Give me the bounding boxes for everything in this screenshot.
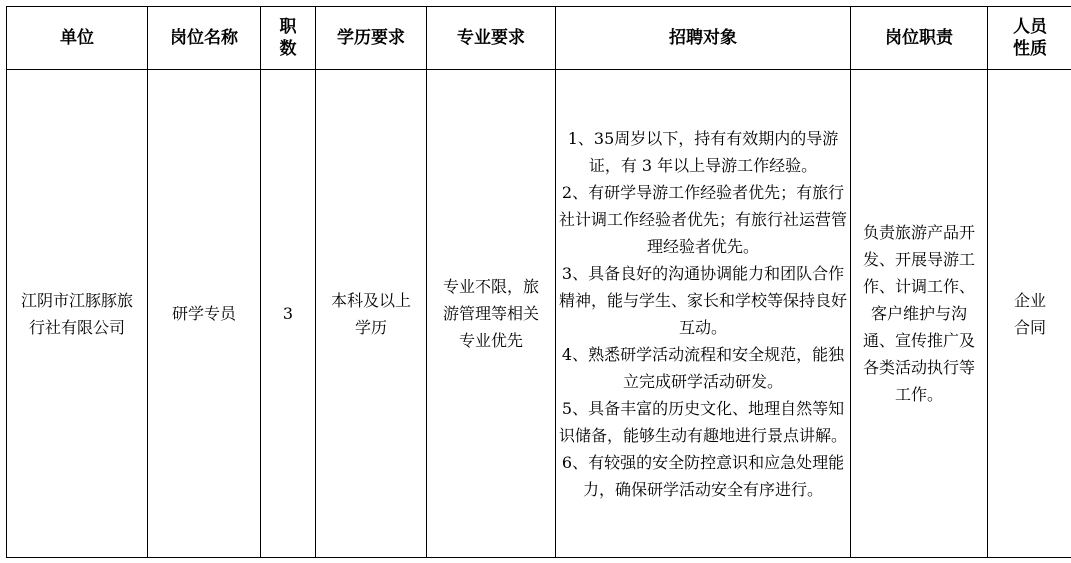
header-count-label: 职数	[279, 17, 297, 59]
header-education-label: 学历要求	[337, 28, 405, 48]
count-text: 3	[282, 304, 294, 323]
education-text: 本科及以上学历	[330, 290, 411, 337]
target-item-3: 3、具备良好的沟通协调能力和团队合作精神，能与学生、家长和学校等保持良好互动。	[558, 263, 847, 337]
target-item-6: 6、有较强的安全防控意识和应急处理能力，确保研学活动安全有序进行。	[561, 452, 845, 499]
target-item-2: 2、有研学导游工作经验者优先；有旅行社计调工作经验者优先；有旅行社运营管理经验者优先。	[558, 182, 847, 256]
cell-education	[316, 70, 427, 558]
header-nature	[988, 7, 1071, 70]
cell-major	[427, 70, 556, 558]
header-duty-label: 岗位职责	[885, 28, 953, 48]
header-row	[7, 7, 1071, 70]
header-education	[316, 7, 427, 70]
table-body	[7, 70, 1071, 558]
duty-text: 负责旅游产品开发、开展导游工作、计调工作、客户维护与沟通、宣传推广及各类活动执行等工作。	[862, 223, 975, 404]
target-item-4: 4、熟悉研学活动流程和安全规范，能独立完成研学活动研发。	[561, 344, 845, 391]
header-nature-label: 人员性质	[1013, 17, 1047, 59]
header-unit	[7, 7, 148, 70]
cell-count	[261, 70, 316, 558]
header-unit-label: 单位	[60, 28, 94, 48]
cell-duty	[851, 70, 988, 558]
header-major	[427, 7, 556, 70]
unit-text: 江阴市江豚豚旅行社有限公司	[20, 290, 133, 337]
header-count	[261, 7, 316, 70]
cell-target	[556, 70, 851, 558]
header-position-label: 岗位名称	[170, 28, 238, 48]
header-target-label: 招聘对象	[669, 28, 737, 48]
cell-nature	[988, 70, 1071, 558]
header-major-label: 专业要求	[457, 28, 525, 48]
position-text: 研学专员	[171, 304, 236, 323]
major-text: 专业不限，旅游管理等相关专业优先	[442, 277, 539, 350]
cell-position	[148, 70, 261, 558]
target-item-5: 5、具备丰富的历史文化、地理自然等知识储备，能够生动有趣地进行景点讲解。	[558, 398, 847, 445]
target-item-1: 1、35周岁以下，持有有效期内的导游证，有 3 年以上导游工作经验。	[567, 128, 839, 175]
nature-text: 企业合同	[1013, 290, 1046, 337]
header-duty	[851, 7, 988, 70]
recruitment-table	[6, 6, 1071, 558]
header-target	[556, 7, 851, 70]
table-header	[7, 7, 1071, 70]
cell-unit	[7, 70, 148, 558]
header-position	[148, 7, 261, 70]
table-row	[7, 70, 1071, 558]
